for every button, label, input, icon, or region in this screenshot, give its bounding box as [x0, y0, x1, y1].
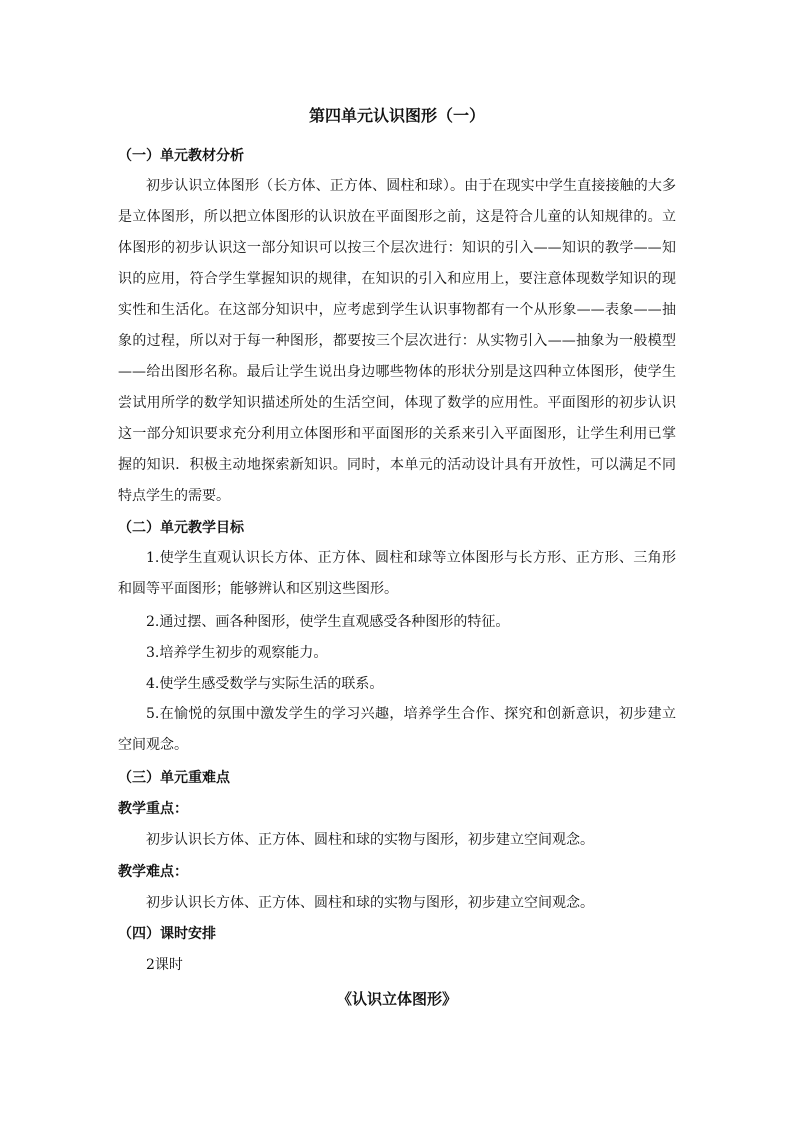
goal-item-3: 3.培养学生初步的观察能力。	[146, 645, 328, 661]
goal-item-1: 1.使学生直观认识长方体、正方体、圆柱和球等立体图形与长方形、正方形、三角形和圆等平面图形；能够辨认和区别这些图形。	[118, 550, 676, 597]
goal-item-2: 2.通过摆、画各种图形，使学生直观感受各种图形的特征。	[146, 614, 510, 630]
section-heading-goals: （二）单元教学目标	[118, 520, 244, 536]
analysis-paragraph: 初步认识立体图形（长方体、正方体、圆柱和球）。由于在现实中学生直接接触的大多是立体图形，所以把立体图形的认识放在平面图形之前，这是符合儿童的认知规律的。立体图形的初步认识这一部分知识可以按三个层次进行：知识的引入——知识的教学——知识的应用，符合学生掌握知识的规律，在知识的引入和应用上，要注意体现数学知识的现实性和生活化。在这部分知识中，应考虑到学生认识事物都有一个从形象——表象——抽象的过程，所以对于每一种图形，都要按三个层次进行：从实物引入——抽象为一般模型——给出图形名称。最后让学生说出身边哪些物体的形状分别是这四种立体图形，使学生尝试用所学的数学知识描述所处的生活空间，体现了数学的应用性。平面图形的初步认识这一部分知识要求充分利用立体图形和平面图形的关系来引入平面图形，让学生利用已掌握的知识．积极主动地探索新知识。同时，本单元的活动设计具有开放性，可以满足不同特点学生的需要。	[118, 178, 676, 504]
section-heading-key-points: （三）单元重难点	[118, 770, 230, 786]
section-heading-schedule: （四）课时安排	[118, 926, 216, 942]
difficult-point-text: 初步认识长方体、正方体、圆柱和球的实物与图形，初步建立空间观念。	[146, 895, 594, 911]
goal-item-4: 4.使学生感受数学与实际生活的联系。	[146, 676, 384, 692]
goal-item-5: 5.在愉悦的氛围中激发学生的学习兴趣，培养学生合作、探究和创新意识，初步建立空间观念。	[118, 706, 676, 753]
difficult-point-label: 教学难点：	[118, 864, 188, 880]
section-heading-analysis: （一）单元教材分析	[118, 148, 244, 164]
page-title: 第四单元认识图形（一）	[308, 106, 485, 125]
schedule-hours: 2课时	[146, 957, 183, 973]
lesson-title: 《认识立体图形》	[336, 990, 457, 1008]
key-point-text: 初步认识长方体、正方体、圆柱和球的实物与图形，初步建立空间观念。	[146, 832, 594, 848]
key-point-label: 教学重点：	[118, 801, 188, 817]
